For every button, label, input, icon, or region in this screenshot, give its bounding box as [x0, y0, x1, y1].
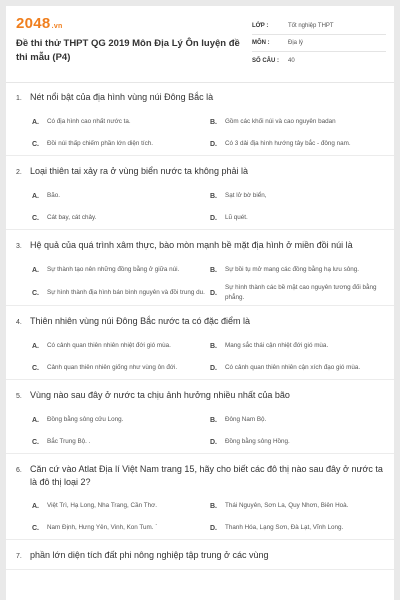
answer-option[interactable] — [210, 185, 384, 207]
question-number: 6. — [16, 467, 22, 474]
option-text: Có cảnh quan thiên nhiên cận xích đạo gió mùa. — [225, 364, 361, 371]
option-text: Cát bay, cát chảy. — [47, 214, 97, 221]
question-number: 7. — [16, 553, 22, 560]
answer-option[interactable] — [210, 111, 384, 133]
answer-option[interactable] — [210, 335, 384, 357]
option-text: Sự hình thành các bề mặt cao nguyên tương đối bằng phẳng. — [225, 284, 377, 301]
question-number: 1. — [16, 95, 22, 102]
answer-option[interactable] — [32, 111, 206, 133]
answer-option[interactable] — [32, 185, 206, 207]
answer-option[interactable] — [210, 281, 384, 305]
option-text: Việt Trì, Hạ Long, Nha Trang, Cần Thơ. — [47, 502, 157, 509]
option-letter: B. — [210, 192, 217, 200]
option-letter: C. — [32, 524, 39, 532]
question-stem — [16, 549, 384, 563]
option-letter: A. — [32, 266, 39, 274]
answer-option[interactable] — [32, 431, 206, 453]
option-letter: C. — [32, 140, 39, 148]
logo-suffix: .vn — [51, 23, 63, 30]
question-number: 5. — [16, 393, 22, 400]
question-stem — [16, 91, 384, 105]
answer-option[interactable] — [32, 409, 206, 431]
option-letter: A. — [32, 192, 39, 200]
answer-option[interactable] — [210, 259, 384, 281]
option-letter: D. — [210, 364, 217, 372]
question-item — [6, 540, 394, 570]
question-list — [6, 82, 394, 570]
meta-subject-value: Địa lý — [288, 40, 304, 46]
answer-option[interactable] — [210, 133, 384, 155]
option-text: Thái Nguyên, Sơn La, Quy Nhơn, Biên Hoà. — [225, 502, 349, 509]
question-text: phần lớn diện tích đất phi nông nghiệp tập trung ở các vùng — [30, 550, 269, 560]
quiz-page — [6, 6, 394, 600]
meta-count-label: SỐ CÂU : — [252, 57, 279, 64]
meta-class-label: LỚP : — [252, 23, 269, 29]
answer-option[interactable] — [32, 133, 206, 155]
meta-count-row — [252, 52, 386, 69]
answer-options — [16, 185, 384, 229]
answer-option[interactable] — [32, 357, 206, 379]
page-title: Đề thi thử THPT QG 2019 Môn Địa Lý Ôn luyện đề thi mẫu (P4) — [16, 38, 240, 63]
question-stem — [16, 389, 384, 403]
option-text: Đồi núi thấp chiếm phần lớn diện tích. — [47, 140, 153, 147]
option-letter: D. — [210, 524, 217, 532]
site-logo[interactable] — [16, 15, 63, 32]
option-text: Có 3 dải địa hình hướng tây bắc - đông nam. — [225, 140, 351, 147]
answer-option[interactable] — [210, 495, 384, 517]
meta-count-value: 40 — [288, 57, 295, 64]
answer-option[interactable] — [210, 409, 384, 431]
option-text: Có địa hình cao nhất nước ta. — [47, 118, 131, 125]
option-letter: D. — [210, 289, 217, 297]
option-letter: A. — [32, 416, 39, 424]
question-text: Thiên nhiên vùng núi Đông Bắc nước ta có đặc điểm là — [30, 316, 251, 326]
question-text: Loại thiên tai xảy ra ở vùng biển nước ta không phải là — [30, 166, 248, 176]
option-letter: B. — [210, 118, 217, 126]
option-letter: B. — [210, 266, 217, 274]
question-number: 3. — [16, 243, 22, 250]
option-letter: A. — [32, 118, 39, 126]
option-text: Sự thành tạo nên những đồng bằng ở giữa núi. — [47, 266, 180, 273]
option-text: Đồng bằng sông Hồng. — [225, 438, 290, 445]
option-text: Nam Định, Hưng Yên, Vinh, Kon Tum. ` — [47, 524, 158, 531]
option-letter: D. — [210, 140, 217, 148]
option-text: Có cảnh quan thiên nhiên nhiệt đới gió mùa. — [47, 342, 171, 349]
option-letter: B. — [210, 342, 217, 350]
logo-text: 2048 — [16, 15, 51, 32]
question-number: 2. — [16, 169, 22, 176]
answer-options — [16, 259, 384, 305]
option-text: Lũ quét. — [225, 214, 248, 221]
option-text: Cảnh quan thiên nhiên giống như vùng ôn đới. — [47, 364, 178, 371]
meta-subject-label: MÔN : — [252, 40, 270, 46]
option-letter: C. — [32, 289, 39, 297]
option-text: Sạt lở bờ biển, — [225, 192, 267, 199]
question-item — [6, 380, 394, 454]
answer-option[interactable] — [210, 357, 384, 379]
meta-class-row — [252, 18, 386, 35]
option-letter: C. — [32, 214, 39, 222]
quiz-meta — [252, 18, 386, 69]
answer-options — [16, 111, 384, 155]
option-letter: D. — [210, 438, 217, 446]
answer-options — [16, 495, 384, 539]
answer-option[interactable] — [210, 207, 384, 229]
answer-options — [16, 335, 384, 379]
answer-option[interactable] — [32, 335, 206, 357]
answer-option[interactable] — [32, 495, 206, 517]
answer-option[interactable] — [210, 431, 384, 453]
option-letter: C. — [32, 364, 39, 372]
option-letter: A. — [32, 342, 39, 350]
option-text: Đông Nam Bộ. — [225, 416, 267, 423]
option-letter: B. — [210, 416, 217, 424]
question-stem — [16, 463, 384, 489]
option-letter: C. — [32, 438, 39, 446]
question-item — [6, 306, 394, 380]
question-stem — [16, 239, 384, 253]
question-stem — [16, 315, 384, 329]
question-stem — [16, 165, 384, 179]
option-letter: D. — [210, 214, 217, 222]
question-text: Nét nổi bật của địa hình vùng núi Đông Bắc là — [30, 92, 214, 102]
answer-option[interactable] — [32, 281, 206, 305]
question-item — [6, 454, 394, 540]
question-item — [6, 82, 394, 156]
answer-option[interactable] — [32, 207, 206, 229]
option-text: Mang sắc thái cận nhiệt đới gió mùa. — [225, 342, 329, 349]
option-letter: B. — [210, 502, 217, 510]
question-item — [6, 156, 394, 230]
option-text: Bão. — [47, 192, 60, 199]
option-text: Sự hình thành địa hình bán bình nguyên và đồi trung du. — [47, 289, 205, 296]
option-text: Bắc Trung Bộ. . — [47, 438, 91, 445]
question-number: 4. — [16, 319, 22, 326]
question-text: Căn cứ vào Atlat Địa lí Việt Nam trang 15, hãy cho biết các đô thị nào sau đây ở nước ta là đô thị loại 2? — [30, 464, 383, 487]
option-text: Sự bồi tụ mở mang các đồng bằng hạ lưu sông. — [225, 266, 360, 273]
answer-option[interactable] — [32, 259, 206, 281]
meta-subject-row — [252, 35, 386, 52]
quiz-header — [6, 6, 394, 78]
answer-options — [16, 409, 384, 453]
option-text: Thanh Hóa, Lạng Sơn, Đà Lạt, Vĩnh Long. — [225, 524, 344, 531]
question-text: Hệ quả của quá trình xâm thực, bào mòn mạnh bề mặt địa hình ở miền đồi núi là — [30, 240, 353, 250]
question-item — [6, 230, 394, 306]
meta-class-value: Tốt nghiệp THPT — [288, 23, 334, 29]
option-letter: A. — [32, 502, 39, 510]
question-text: Vùng nào sau đây ở nước ta chịu ảnh hưởng nhiều nhất của bão — [30, 390, 290, 400]
answer-option[interactable] — [32, 517, 206, 539]
option-text: Đồng bằng sông cửu Long. — [47, 416, 124, 423]
option-text: Gồm các khối núi và cao nguyên badan — [225, 118, 336, 125]
answer-option[interactable] — [210, 517, 384, 539]
